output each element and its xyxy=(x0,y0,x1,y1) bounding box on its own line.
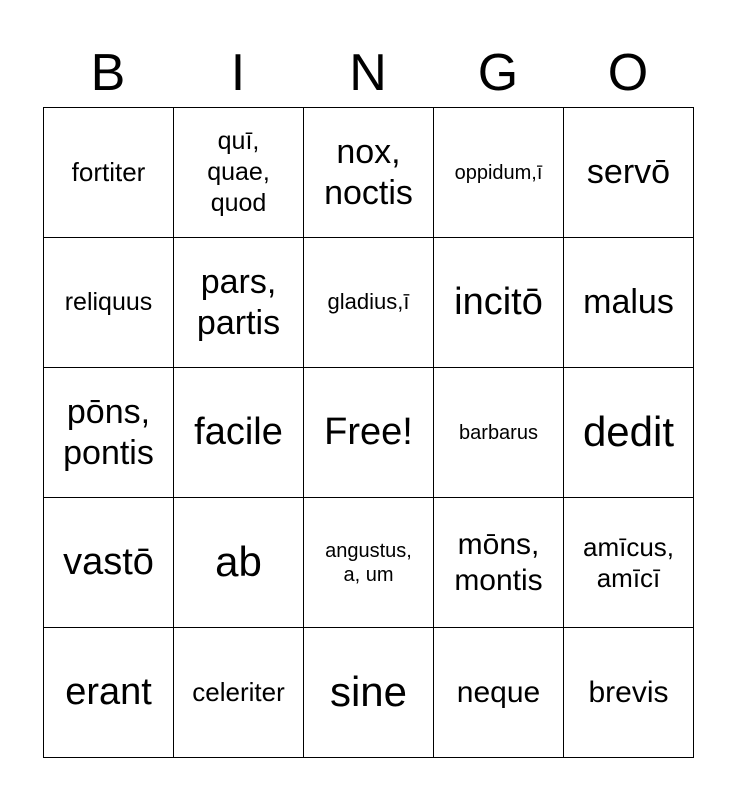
bingo-cell[interactable]: brevis xyxy=(564,628,694,758)
header-letter-o: O xyxy=(607,44,649,102)
bingo-cell[interactable]: incitō xyxy=(434,238,564,368)
header-letter-b: B xyxy=(90,44,126,102)
header-letter-g: G xyxy=(477,44,519,102)
bingo-cell[interactable]: pōns, pontis xyxy=(44,368,174,498)
header-letter-i: I xyxy=(230,44,246,102)
bingo-board xyxy=(43,107,694,758)
bingo-cell[interactable]: dedit xyxy=(564,368,694,498)
bingo-cell[interactable]: servō xyxy=(564,108,694,238)
bingo-cell[interactable]: reliquus xyxy=(44,238,174,368)
bingo-cell[interactable]: neque xyxy=(434,628,564,758)
bingo-cell[interactable]: erant xyxy=(44,628,174,758)
header-letter-n: N xyxy=(349,44,387,102)
bingo-cell[interactable]: pars, partis xyxy=(174,238,304,368)
bingo-cell[interactable]: nox, noctis xyxy=(304,108,434,238)
bingo-cell[interactable]: mōns, montis xyxy=(434,498,564,628)
bingo-cell[interactable]: amīcus, amīcī xyxy=(564,498,694,628)
bingo-cell[interactable]: ab xyxy=(174,498,304,628)
bingo-cell[interactable]: gladius,ī xyxy=(304,238,434,368)
bingo-cell[interactable]: facile xyxy=(174,368,304,498)
bingo-cell[interactable]: sine xyxy=(304,628,434,758)
free-space-cell[interactable]: Free! xyxy=(304,368,434,498)
bingo-cell[interactable]: malus xyxy=(564,238,694,368)
bingo-cell[interactable]: fortiter xyxy=(44,108,174,238)
bingo-cell[interactable]: oppidum,ī xyxy=(434,108,564,238)
bingo-cell[interactable]: vastō xyxy=(44,498,174,628)
bingo-cell[interactable]: celeriter xyxy=(174,628,304,758)
bingo-cell[interactable]: barbarus xyxy=(434,368,564,498)
bingo-header xyxy=(43,40,693,106)
bingo-cell[interactable]: quī, quae, quod xyxy=(174,108,304,238)
bingo-cell[interactable]: angustus, a, um xyxy=(304,498,434,628)
